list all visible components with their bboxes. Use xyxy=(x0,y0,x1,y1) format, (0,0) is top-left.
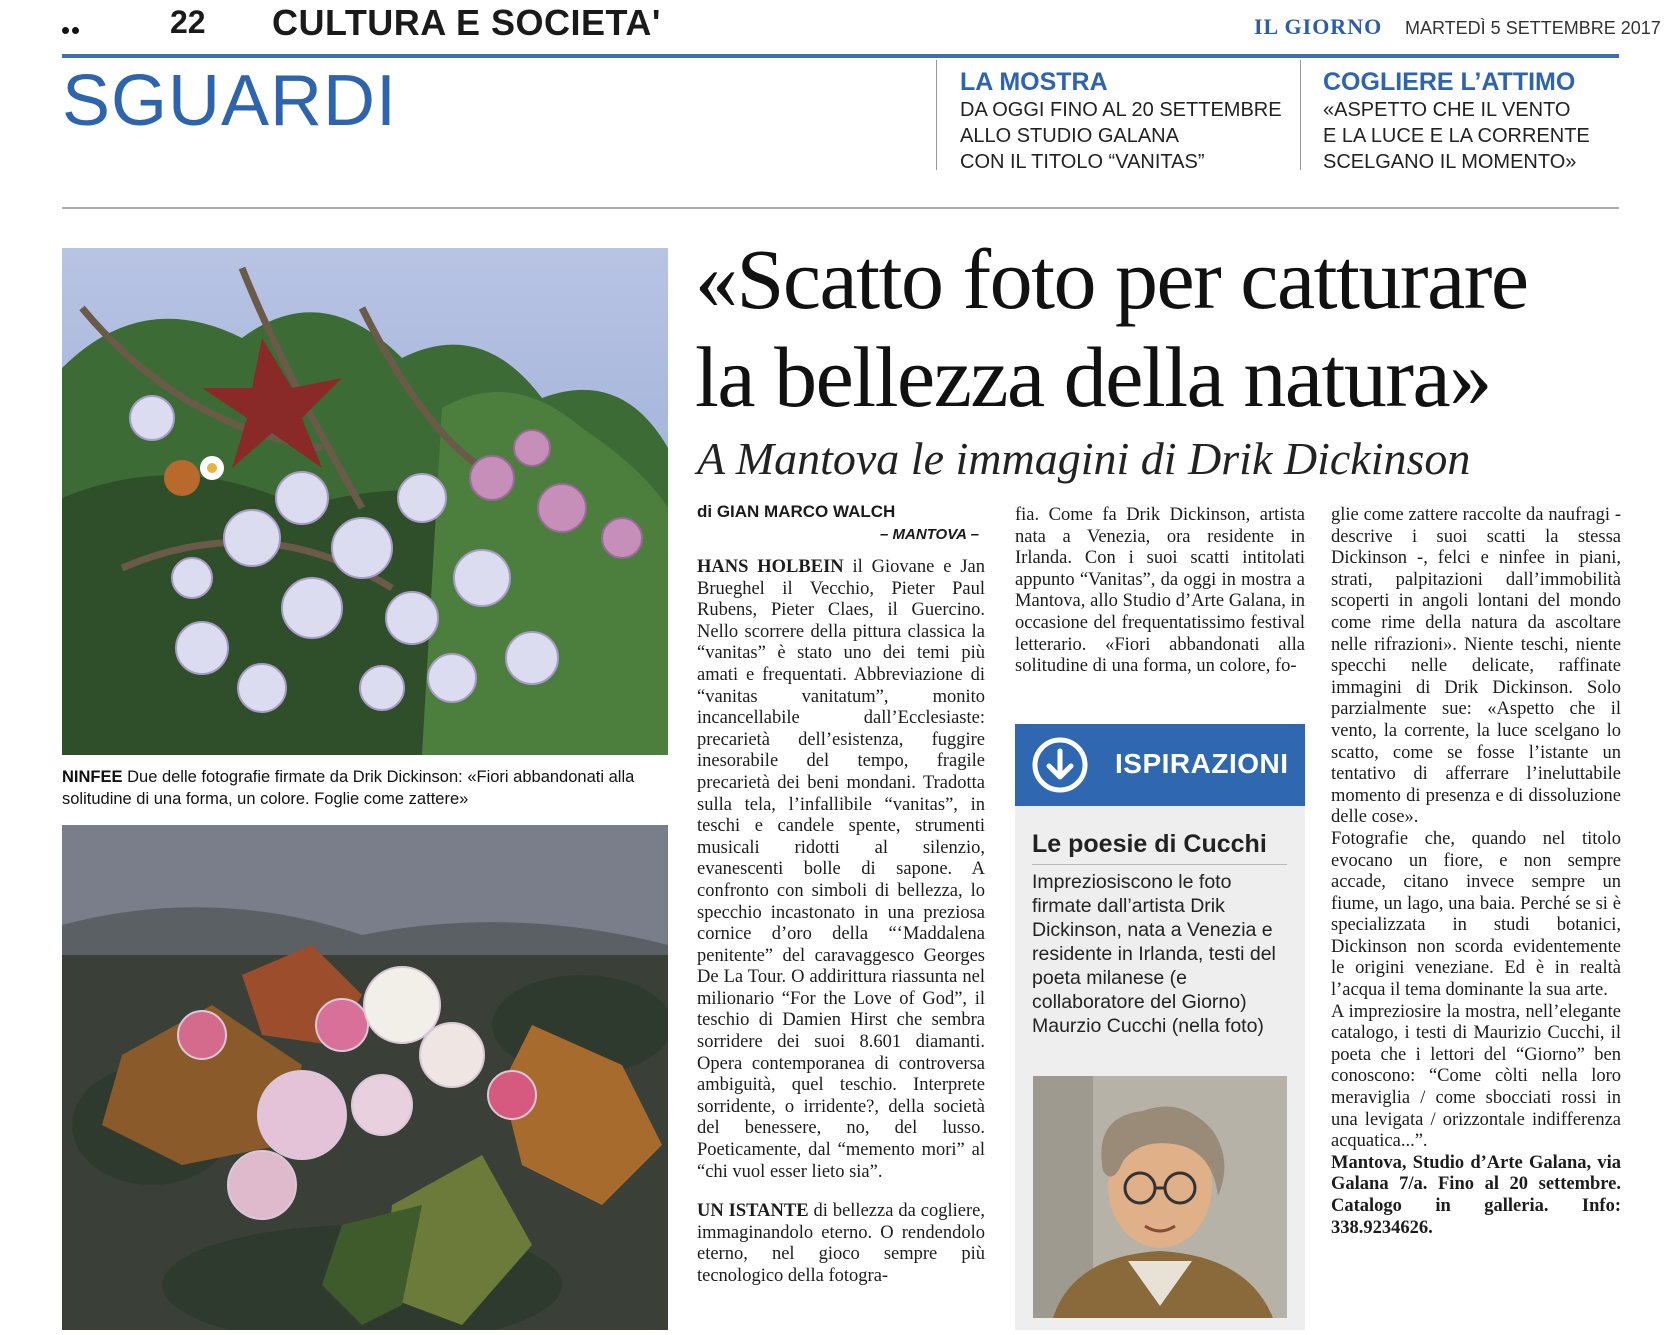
paragraph xyxy=(697,557,985,1183)
byline: di GIAN MARCO WALCH xyxy=(697,502,896,521)
info-box-line: DA OGGI FINO AL 20 SETTEMBRE xyxy=(960,99,1282,121)
sidebar-title: Le poesie di Cucchi xyxy=(1032,830,1267,858)
headline-line: «Scatto foto per catturare xyxy=(695,231,1528,327)
paragraph-text: glie come zattere raccolte da naufragi - descrive i suoi scatti la stessa Dickinson -, felci e ninfee in piani, strati, palpitazioni dall’immobilità scoperti in angoli lontani del mondo come rime della natura da ascoltare nelle rifrazioni». Niente teschi, niente specchi nelle delicate, raffinate immagini di Drik Dickinson. Solo parzialmente sue: «Aspetto che il vento, la corrente, la luce scelgano lo scatto, come se fosse l’istante un tentativo di afferrare l’ineluttabile momento di presenza e di dissoluzione delle cose». xyxy=(1331,505,1621,828)
floating-roses-photo xyxy=(62,825,668,1330)
hydrangea-photo xyxy=(62,248,668,755)
box-divider xyxy=(936,60,937,170)
info-box-line: SCELGANO IL MOMENTO» xyxy=(1323,151,1577,173)
header-rule xyxy=(62,54,1619,58)
article-column-1 xyxy=(697,557,985,1288)
issue-date: MARTEDÌ 5 SETTEMBRE 2017 xyxy=(1405,18,1661,38)
info-box-attimo xyxy=(1323,68,1623,175)
info-box-mostra xyxy=(960,68,1290,175)
article-column-3 xyxy=(1331,505,1621,1239)
sidebar-text: Impreziosiscono le foto firmate dall’artista Drik Dickinson, nata a Venezia e residente in Irlanda, testi del poeta milanese (e collaboratore del Giorno) Maurzio Cucchi (nella foto) xyxy=(1032,871,1276,1037)
info-box-title: LA MOSTRA xyxy=(960,68,1108,96)
down-arrow-circle-icon xyxy=(1031,736,1089,794)
paragraph-lead: HANS HOLBEIN xyxy=(697,557,844,577)
portrait-photo xyxy=(1033,1076,1287,1318)
paragraph-text: il Giovane e Jan Brueghel il Vecchio, Pieter Paul Rubens, Pieter Claes, il Guercino. Nello scorrere della pittura classica la “vanitas” è stato uno dei temi più amati e frequentati. Abbreviazione di “vanitas vanitatum”, monito incancellabile dall’Ecclesiaste: precarietà dell’esistenza, fuggire inesorabile del tempo, fragile precarietà dei beni mondani. Tradotta sulla tela, l’infallibile “vanitas”, in teschi e candele spente, strumenti musicali ridotti al silenzio, evanescenti bolle di sapone. A confronto con simboli di bellezza, lo specchio incastonato in una preziosa cornice d’oro della “‘Maddalena penitente” del caravaggesco Georges De La Tour. O addirittura riassunta nel milionario “For the Love of God”, il teschio di Damien Hirst che sembra sorridere dei suoi 8.601 diamanti. Opera contemporanea di controversa ambiguità, quel teschio. Interprete sorridente, o irridente?, della società del benessere, no, del lusso. Poeticamente, dal “memento mori” al “chi vuol esser lieto sia”. xyxy=(697,557,985,1182)
exhibition-info: Mantova, Studio d’Arte Galana, via Galana 7/a. Fino al 20 settembre. Catalogo in galleria. Info: 338.9234626. xyxy=(1331,1152,1621,1238)
newspaper-logo: IL GIORNO xyxy=(1254,14,1383,39)
page-number: 22 xyxy=(170,4,206,40)
category-title: SGUARDI xyxy=(62,61,398,141)
paragraph-text: Fotografie che, quando nel titolo evocano un fiore, e non sempre accade, citano invece sempre un fiume, un lago, una baia. Perché se si è specializzata in studi botanici, Dickinson non scorda evidentemente le origini veneziane. Ed è in realtà l’acqua il tema dominante la sua arte. xyxy=(1331,828,1621,1001)
dateline: – MANTOVA – xyxy=(880,526,979,543)
page-dots xyxy=(62,24,84,34)
sidebar-rule xyxy=(1032,864,1287,865)
info-box-line: «ASPETTO CHE IL VENTO xyxy=(1323,99,1571,121)
ispirazioni-header xyxy=(1015,724,1305,806)
info-box-line: ALLO STUDIO GALANA xyxy=(960,125,1179,147)
info-box-line: CON IL TITOLO “VANITAS” xyxy=(960,151,1205,173)
paragraph-text: di bellezza da cogliere, immaginandolo eterno. O rendendolo eterno, nel gioco sempre più tecnologico della fotogra- xyxy=(697,1201,985,1286)
paragraph xyxy=(697,1201,985,1287)
ispirazioni-label: ISPIRAZIONI xyxy=(1115,748,1289,779)
paragraph-text: fia. Come fa Drik Dickinson, artista nata a Venezia, ora residente in Irlanda. Con i suoi scatti intitolati appunto “Vanitas”, da oggi in mostra a Mantova, allo Studio d’Arte Galana, in occasione del frequentatissimo festival letterario. «Fiori abbandonati alla solitudine di una forma, un colore, fo- xyxy=(1015,505,1305,677)
headline xyxy=(695,230,1625,426)
section-title: CULTURA E SOCIETA' xyxy=(272,2,661,43)
section-rule xyxy=(62,207,1619,209)
paragraph-lead: UN ISTANTE xyxy=(697,1201,809,1222)
info-box-title: COGLIERE L’ATTIMO xyxy=(1323,68,1576,96)
box-divider xyxy=(1300,60,1301,170)
caption-label: NINFEE xyxy=(62,768,123,786)
subheadline: A Mantova le immagini di Drik Dickinson xyxy=(697,433,1471,484)
caption-text: Due delle fotografie firmate da Drik Dickinson: «Fiori abbandonati alla solitudine di una forma, un colore. Foglie come zattere» xyxy=(62,768,635,808)
paragraph-text: A impreziosire la mostra, nell’elegante catalogo, i testi di Maurizio Cucchi, il poeta che i lettori del “Giorno” ben conoscono: “Come còlti nella loro meraviglia / come sbocciati rossi in una levigata / orizzontale indifferenza acquatica...”. xyxy=(1331,1001,1621,1152)
photo-caption xyxy=(62,766,682,810)
info-box-line: E LA LUCE E LA CORRENTE xyxy=(1323,125,1590,147)
article-column-2 xyxy=(1015,505,1305,678)
headline-line: la bellezza della natura» xyxy=(695,329,1491,425)
